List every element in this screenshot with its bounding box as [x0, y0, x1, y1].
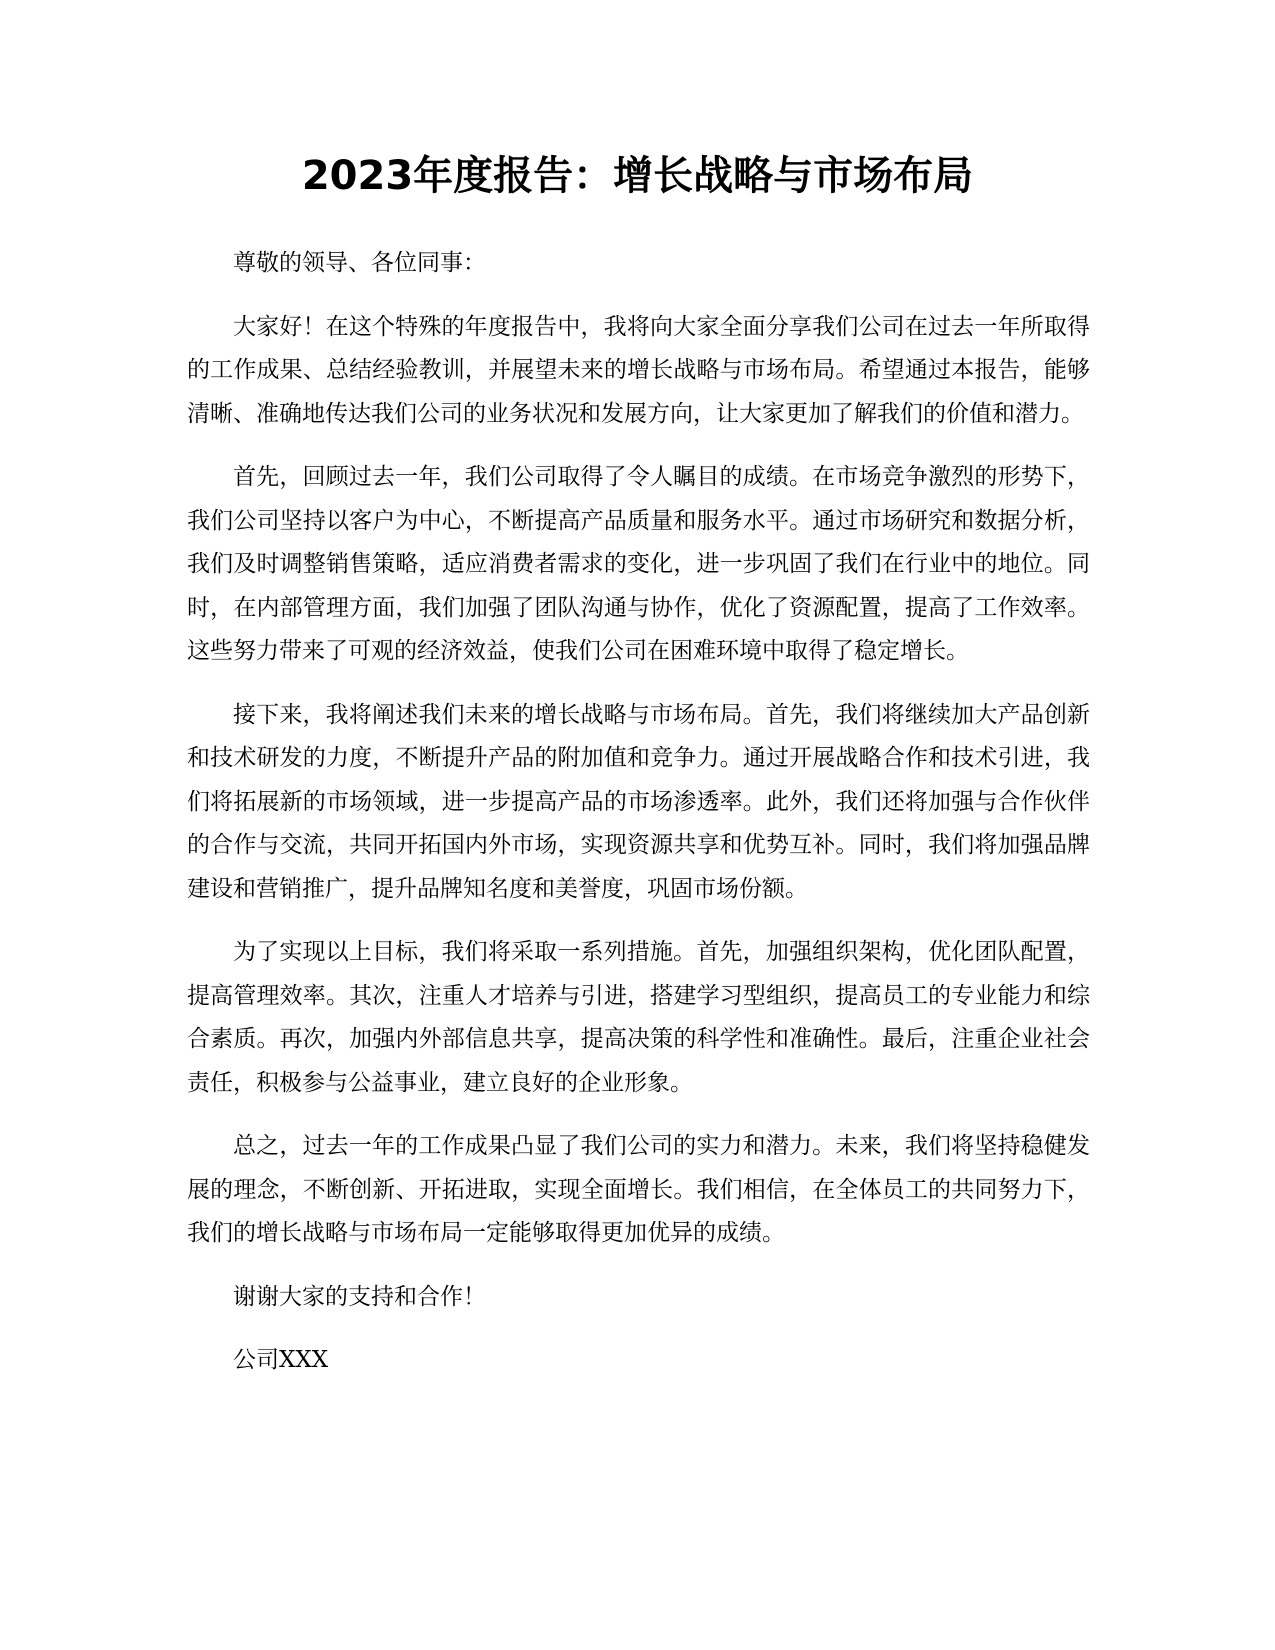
document-body — [187, 242, 1090, 1403]
signature: 公司XXX — [233, 1347, 329, 1373]
paragraph-conclusion: 总之，过去一年的工作成果凸显了我们公司的实力和潜力。未来，我们将坚持稳健发展的理念，不断创新、开拓进取，实现全面增长。我们相信，在全体员工的共同努力下，我们的增长战略与市场布局一定能够取得更加优异的成绩。 — [187, 1133, 1090, 1246]
paragraph-review: 首先，回顾过去一年，我们公司取得了令人瞩目的成绩。在市场竞争激烈的形势下，我们公司坚持以客户为中心，不断提高产品质量和服务水平。通过市场研究和数据分析，我们及时调整销售策略，适应消费者需求的变化，进一步巩固了我们在行业中的地位。同时，在内部管理方面，我们加强了团队沟通与协作，优化了资源配置，提高了工作效率。这些努力带来了可观的经济效益，使我们公司在困难环境中取得了稳定增长。 — [187, 464, 1090, 664]
closing-line: 谢谢大家的支持和合作！ — [233, 1283, 486, 1310]
paragraph-strategy: 接下来，我将阐述我们未来的增长战略与市场布局。首先，我们将继续加大产品创新和技术研发的力度，不断提升产品的附加值和竞争力。通过开展战略合作和技术引进，我们将拓展新的市场领域，进一步提高产品的市场渗透率。此外，我们还将加强与合作伙伴的合作与交流，共同开拓国内外市场，实现资源共享和优势互补。同时，我们将加强品牌建设和营销推广，提升品牌知名度和美誉度，巩固市场份额。 — [187, 701, 1090, 902]
salutation: 尊敬的领导、各位同事： — [233, 250, 486, 276]
paragraph-intro: 大家好！在这个特殊的年度报告中，我将向大家全面分享我们公司在过去一年所取得的工作成果、总结经验教训，并展望未来的增长战略与市场布局。希望通过本报告，能够清晰、准确地传达我们公司的业务状况和发展方向，让大家更加了解我们的价值和潜力。 — [187, 313, 1090, 427]
paragraph-measures: 为了实现以上目标，我们将采取一系列措施。首先，加强组织架构，优化团队配置，提高管理效率。其次，注重人才培养与引进，搭建学习型组织，提高员工的专业能力和综合素质。再次，加强内外部信息共享，提高决策的科学性和准确性。最后，注重企业社会责任，积极参与公益事业，建立良好的企业形象。 — [187, 939, 1090, 1096]
page-title: 2023年度报告：增长战略与市场布局 — [301, 153, 974, 199]
